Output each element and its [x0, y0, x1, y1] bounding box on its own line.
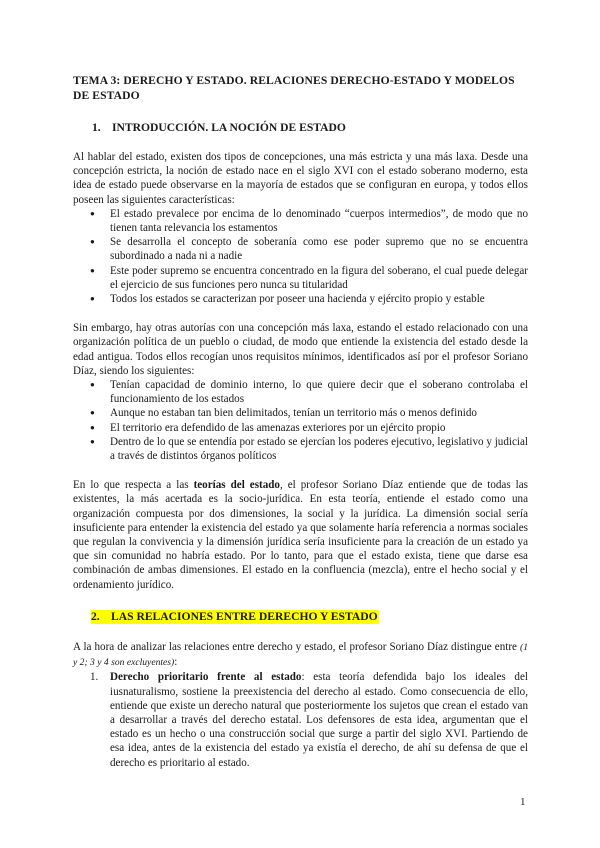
bullet-list-2	[73, 378, 528, 463]
numbered-list	[73, 670, 528, 769]
paragraph-1: Al hablar del estado, existen dos tipos de concepciones, una más estricta y una más laxa. Desde una concepción estricta, la noción de estado nace en el siglo XVI con el estado soberano moderno, esta idea de estado puede observarse en la mayoría de estados que se configuran en europa, y todos ellos poseen las siguientes características:	[73, 151, 528, 206]
document-page	[73, 74, 528, 770]
section-2-heading-wrapper	[73, 607, 528, 625]
paragraph-4-start: A la hora de analizar las relaciones entre derecho y estado, el profesor Soriano Díaz distingue entre	[73, 640, 520, 653]
list-item: ● Todos los estados se caracterizan por poseer una hacienda y ejército propio y estable	[110, 292, 528, 306]
paragraph-4-italic: (1 y 2; 3 y 4 son excluyentes)	[73, 641, 528, 669]
document-title: TEMA 3: DERECHO Y ESTADO. RELACIONES DERECHO-ESTADO Y MODELOS DE ESTADO	[73, 74, 515, 102]
paragraph-3	[73, 478, 528, 592]
list-item-bold: Derecho prioritario frente al estado	[110, 671, 302, 684]
section-2-number: 2.	[91, 609, 100, 623]
paragraph-4-end: :	[174, 656, 178, 669]
section-1-heading-text: INTRODUCCIÓN. LA NOCIÓN DE ESTADO	[112, 121, 346, 134]
list-item: ● Se desarrolla el concepto de soberanía como ese poder supremo que no se encuentra subordinado a nada ni a nadie	[110, 235, 528, 263]
list-item: ● Tenían capacidad de dominio interno, lo que quiere decir que el soberano controlaba el funcionamiento de los estados	[110, 378, 528, 406]
list-item: ● Dentro de lo que se entendía por estado se ejercían los poderes ejecutivo, legislativo y judicial a través de distintos órganos políticos	[110, 435, 528, 463]
paragraph-2: Sin embargo, hay otras autorías con una concepción más laxa, estando el estado relacionado con una organización política de un pueblo o ciudad, de modo que entiende la existencia del estado desde la edad antigua. Todos ellos recogían unos requisitos mínimos, identificados así por el profesor Soriano Díaz, siendo los siguientes:	[73, 322, 528, 377]
paragraph-4	[73, 640, 528, 670]
list-item: ● Aunque no estaban tan bien delimitados, tenían un territorio más o menos definido	[110, 406, 528, 420]
list-item: ● El territorio era defendido de las amenazas exteriores por un ejército propio	[110, 421, 528, 435]
list-item-text: : esta teoría defendida bajo los ideales del iusnaturalismo, sostiene la preexistencia del derecho al estado. Como consecuencia de ello, entiende que existe un derecho natural que posteriormente los sujetos que crean el estado van a desarrollar a través del derecho estatal. Los defensores de esta idea, argumentan que el estado es un hecho o una construcción social que surge a partir del siglo XVI. Partiendo de esa idea, antes de la existencia del estado ya existía el derecho, de ahí su defensa de que el derecho es prioritario al estado.	[110, 671, 528, 769]
list-item	[90, 670, 528, 769]
paragraph-3-rest: , el profesor Soriano Díaz entiende que de todas las existentes, la más acertada es la socio-jurídica. En esta teoría, entiende el estado como una organización compuesta por dos dimensiones, la social y la jurídica. La dimensión social sería insuficiente para entender la existencia del estado ya que solamente haría referencia a normas sociales que regulan la convivencia y la dimensión jurídica sería insuficiente para la creación de un estado ya que sin comunidad no habría estado. Por lo tanto, para que el estado exista, tiene que darse esa combinación de ambas dimensiones. El estado en la confluencia (mezcla), entre el hecho social y el ordenamiento jurídico.	[73, 479, 528, 591]
section-2-heading	[91, 610, 379, 624]
paragraph-3-bold: teorías del estado	[193, 479, 280, 492]
paragraph-3-start: En lo que respecta a las	[73, 479, 194, 492]
section-1-heading	[92, 121, 528, 135]
bullet-list-1	[73, 207, 528, 306]
list-item: ● Este poder supremo se encuentra concentrado en la figura del soberano, el cual puede delegar el ejercicio de sus funciones pero nunca su titularidad	[110, 264, 528, 292]
section-2-heading-text: LAS RELACIONES ENTRE DERECHO Y ESTADO	[111, 609, 378, 623]
page-number: 1	[520, 796, 526, 808]
list-item: ● El estado prevalece por encima de lo denominado “cuerpos intermedios”, de modo que no tienen tanta relevancia los estamentos	[110, 207, 528, 235]
section-1-number: 1.	[92, 121, 101, 134]
list-item-number: 1.	[90, 671, 99, 684]
